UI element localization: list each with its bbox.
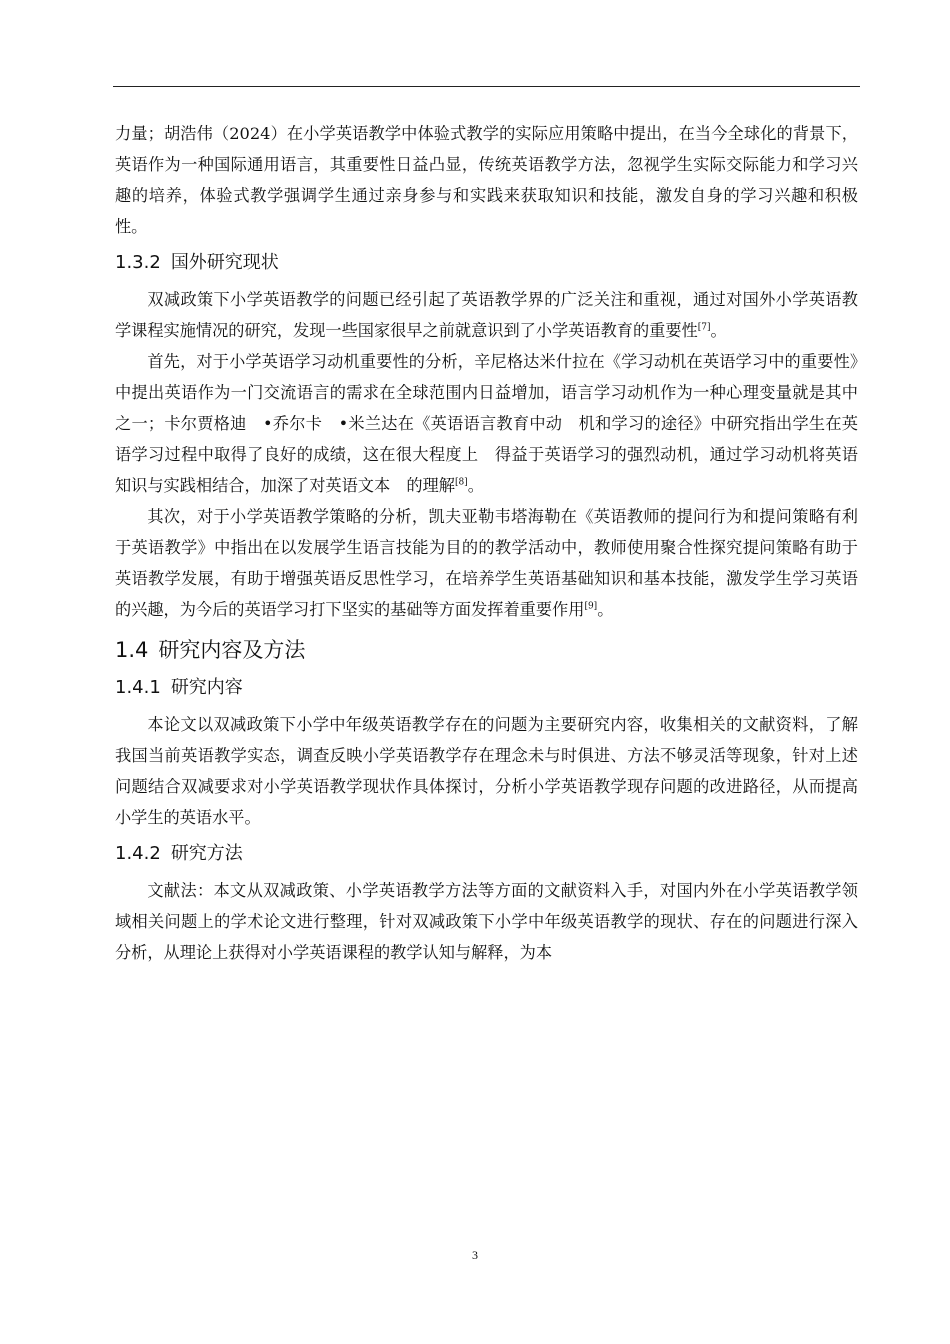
paragraph-research-method: 文献法：本文从双减政策、小学英语教学方法等方面的文献资料入手，对国内外在小学英语教学领域相关问题上的学术论文进行整理，针对双减政策下小学中年级英语教学的现状、存在的问题进行深入分析，从理论上获得对小学英语课程的教学认知与解释，为本 <box>115 881 858 962</box>
paragraph-text: 首先，对于小学英语学习动机重要性的分析，辛尼格达米什拉在《学习动机在英语学习中的重要性》中提出英语作为一门交流语言的需求在全球范围内日益增加，语言学习动机作为一种心理变量就是其中之一；卡尔贾格迪 •乔尔卡 •米兰达在《英语语言教育中动 机和学习的途径》中研究指出学生在英语学习过程中取得了良好的成绩，这在很大程度上 得益于英语学习的强烈动机，通过学习动机将英语知识与实践相结合，加深了对英语文本 的理解 <box>115 352 858 495</box>
paragraph-tail: 。 <box>597 600 614 619</box>
heading-number: 1.4 <box>115 638 149 662</box>
paragraph-foreign-intro <box>115 284 858 346</box>
paragraph-research-content: 本论文以双减政策下小学中年级英语教学存在的问题为主要研究内容，收集相关的文献资料，了解我国当前英语教学实态，调查反映小学英语教学存在理念未与时俱进、方法不够灵活等现象，针对上述问题结合双减要求对小学英语教学现状作具体探讨，分析小学英语教学现存问题的改进路径，从而提高小学生的英语水平。 <box>115 715 858 827</box>
paragraph-tail: 。 <box>710 321 727 340</box>
citation-7: [7] <box>697 322 711 333</box>
document-body <box>115 118 858 968</box>
paragraph-domestic-end: 力量；胡浩伟（2024）在小学英语教学中体验式教学的实际应用策略中提出，在当今全球化的背景下，英语作为一种国际通用语言，其重要性日益凸显，传统英语教学方法，忽视学生实际交际能力和学习兴趣的培养，体验式教学强调学生通过亲身参与和实践来获取知识和技能，激发自身的学习兴趣和积极性。 <box>115 124 858 236</box>
heading-title: 研究内容 <box>170 677 243 698</box>
heading-number: 1.3.2 <box>115 252 161 273</box>
header-rule <box>113 86 860 87</box>
heading-number: 1.4.1 <box>115 677 161 698</box>
paragraph-motivation <box>115 346 858 501</box>
heading-title: 研究内容及方法 <box>158 638 306 662</box>
heading-number: 1.4.2 <box>115 843 161 864</box>
heading-1-4-2 <box>115 839 858 869</box>
heading-title: 国外研究现状 <box>170 252 279 273</box>
paragraph-strategy <box>115 501 858 625</box>
heading-title: 研究方法 <box>170 843 243 864</box>
page-number: 3 <box>472 1248 478 1262</box>
citation-8: [8] <box>454 477 468 488</box>
heading-1-4-1 <box>115 673 858 703</box>
citation-9: [9] <box>584 601 598 612</box>
heading-1-3-2 <box>115 248 858 278</box>
paragraph-text: 双减政策下小学英语教学的问题已经引起了英语教学界的广泛关注和重视，通过对国外小学英语教学课程实施情况的研究，发现一些国家很早之前就意识到了小学英语教育的重要性 <box>115 290 858 340</box>
heading-1-4 <box>115 633 858 667</box>
paragraph-tail: 。 <box>467 476 484 495</box>
paragraph-text: 其次，对于小学英语教学策略的分析，凯夫亚勒韦塔海勒在《英语教师的提问行为和提问策略有利于英语教学》中指出在以发展学生语言技能为目的的教学活动中，教师使用聚合性探究提问策略有助于英语教学发展，有助于增强英语反思性学习，在培养学生英语基础知识和基本技能，激发学生学习英语的兴趣，为今后的英语学习打下坚实的基础等方面发挥着重要作用 <box>115 507 858 619</box>
